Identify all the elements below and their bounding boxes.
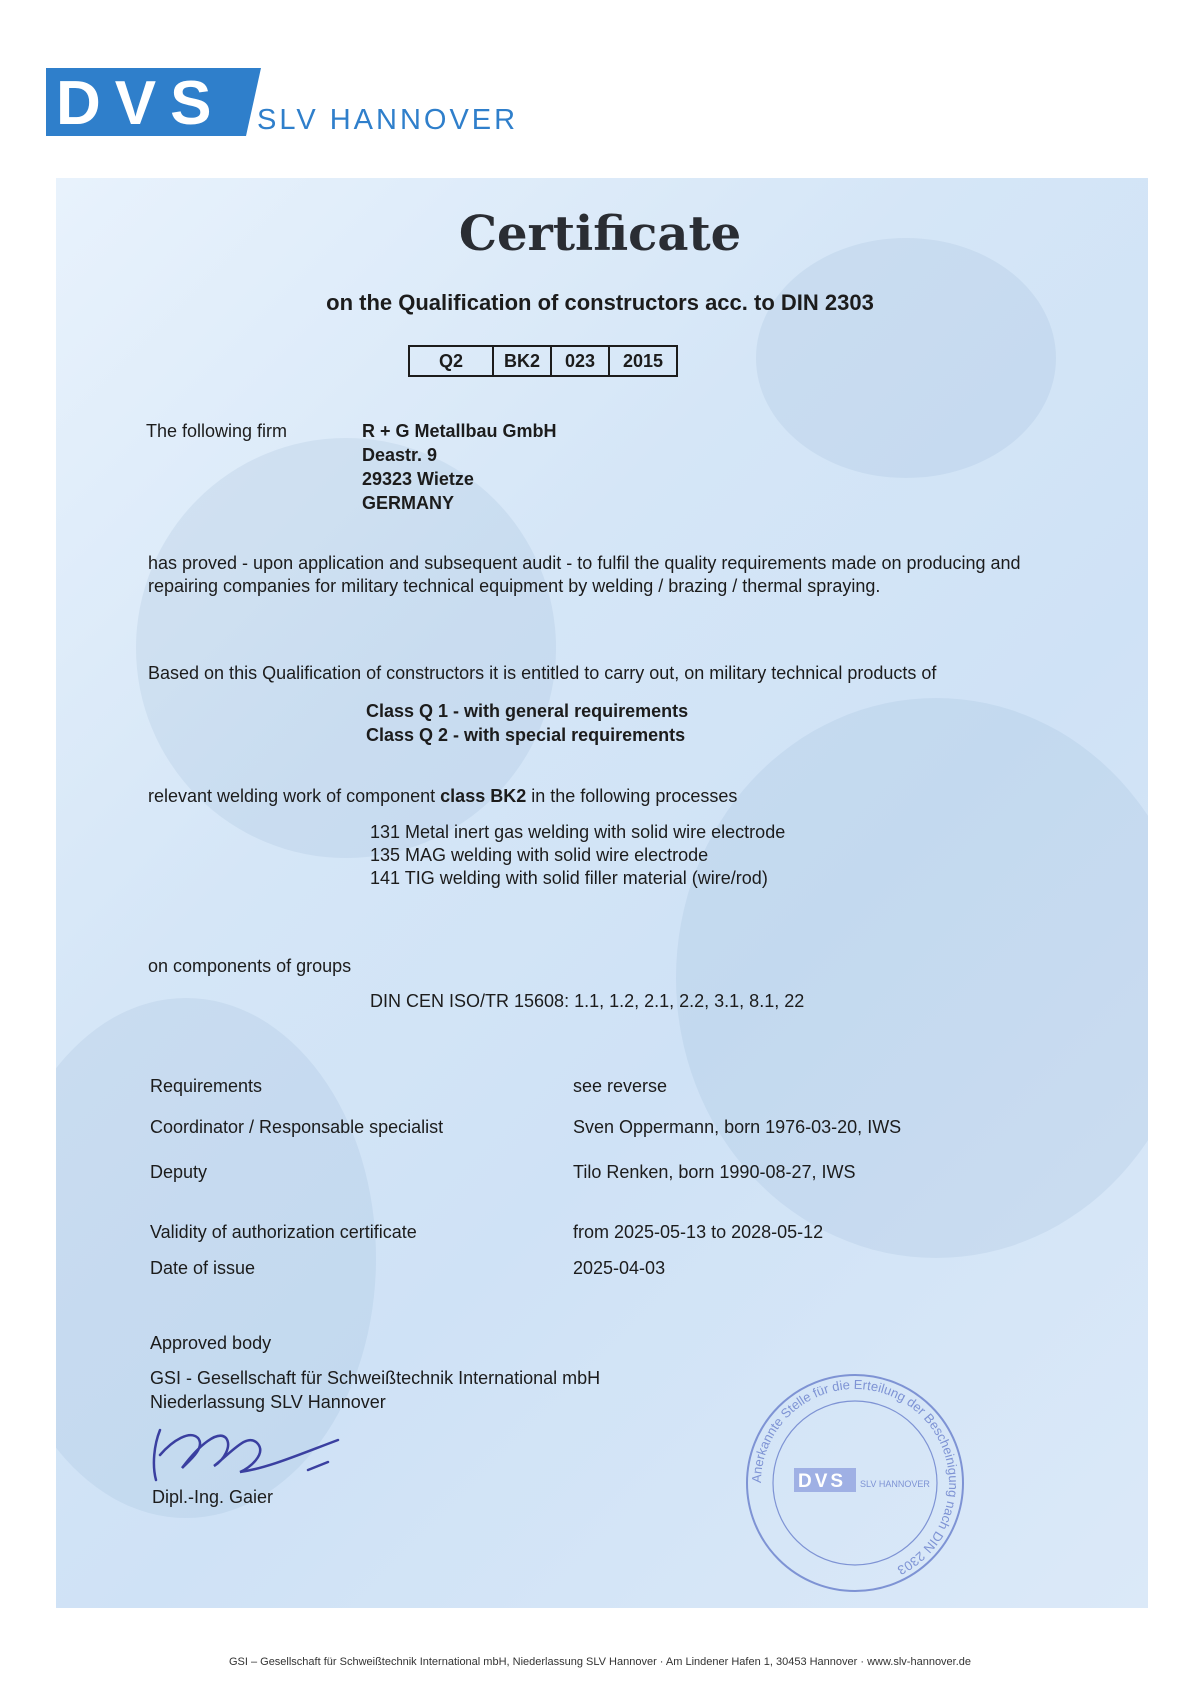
basis-text: Based on this Qualification of constructors it is entitled to carry out, on military technical products of [148, 663, 937, 683]
class-q2: Class Q 2 - with special requirements [366, 725, 686, 745]
logo-text: DVS [56, 69, 226, 136]
stamp-ring-text: Anerkannte Stelle für die Erteilung der Bescheinigung nach DIN 2303 [748, 1376, 962, 1578]
code-cell: Q2 [438, 351, 463, 371]
detail-value: 2025-04-03 [573, 1258, 666, 1278]
firm-name: R + G Metallbau GmbH [362, 421, 557, 441]
statement-text: has proved - upon application and subsequent audit - to fulfil the quality requirements made on producing and repairing companies for military technical equipment by welding / brazing / thermal spraying. [148, 553, 1021, 596]
code-cell: 023 [550, 347, 608, 375]
process-item: 131 Metal inert gas welding with solid wire electrode [370, 822, 786, 842]
stamp-inner-text: SLV HANNOVER [860, 1479, 930, 1489]
signer-name: Dipl.-Ing. Gaier [152, 1487, 274, 1507]
firm-country: GERMANY [362, 493, 455, 513]
approved-label: Approved body [150, 1333, 272, 1353]
firm-city: 29323 Wietze [362, 469, 474, 489]
work-class: class BK2 [440, 786, 527, 806]
certificate-code [408, 345, 678, 377]
detail-value: Sven Oppermann, born 1976-03-20, IWS [573, 1117, 902, 1137]
detail-value: Tilo Renken, born 1990-08-27, IWS [573, 1162, 856, 1182]
detail-value: see reverse [573, 1076, 668, 1096]
firm-street: Deastr. 9 [362, 445, 438, 465]
logo-subtitle: SLV HANNOVER [257, 104, 519, 136]
code-cell: 2015 [608, 347, 676, 375]
process-item: 135 MAG welding with solid wire electrode [370, 845, 709, 865]
detail-label: Deputy [150, 1162, 208, 1182]
firm-label: The following firm [146, 421, 288, 441]
detail-value: from 2025-05-13 to 2028-05-12 [573, 1222, 824, 1242]
approved-org: GSI - Gesellschaft für Schweißtechnik International mbH [150, 1368, 601, 1388]
code-cell: BK2 [492, 347, 550, 375]
footer-address: GSI – Gesellschaft für Schweißtechnik International mbH, Niederlassung SLV Hannover · Am Lindener Hafen 1, 30453 Hannover · www.slv-hannover.de [228, 1656, 972, 1668]
dvs-logo [46, 68, 261, 141]
work-prefix: relevant welding work of component [148, 786, 436, 806]
page-title: Certificate [458, 206, 742, 262]
process-item: 141 TIG welding with solid filler material (wire/rod) [370, 868, 768, 888]
detail-label: Requirements [150, 1076, 263, 1096]
groups-label: on components of groups [148, 956, 352, 976]
page-subtitle: on the Qualification of constructors acc. to DIN 2303 [326, 290, 874, 315]
class-q1: Class Q 1 - with general requirements [366, 701, 689, 721]
work-line [148, 786, 737, 807]
approved-branch: Niederlassung SLV Hannover [150, 1392, 386, 1412]
detail-label: Coordinator / Responsable specialist [150, 1117, 444, 1137]
stamp-logo: DVS [798, 1471, 847, 1492]
groups-value: DIN CEN ISO/TR 15608: 1.1, 1.2, 2.1, 2.2, 3.1, 8.1, 22 [370, 991, 805, 1011]
work-suffix: in the following processes [531, 786, 738, 806]
detail-label: Validity of authorization certificate [150, 1222, 417, 1242]
official-stamp [742, 1370, 968, 1601]
detail-label: Date of issue [150, 1258, 256, 1278]
